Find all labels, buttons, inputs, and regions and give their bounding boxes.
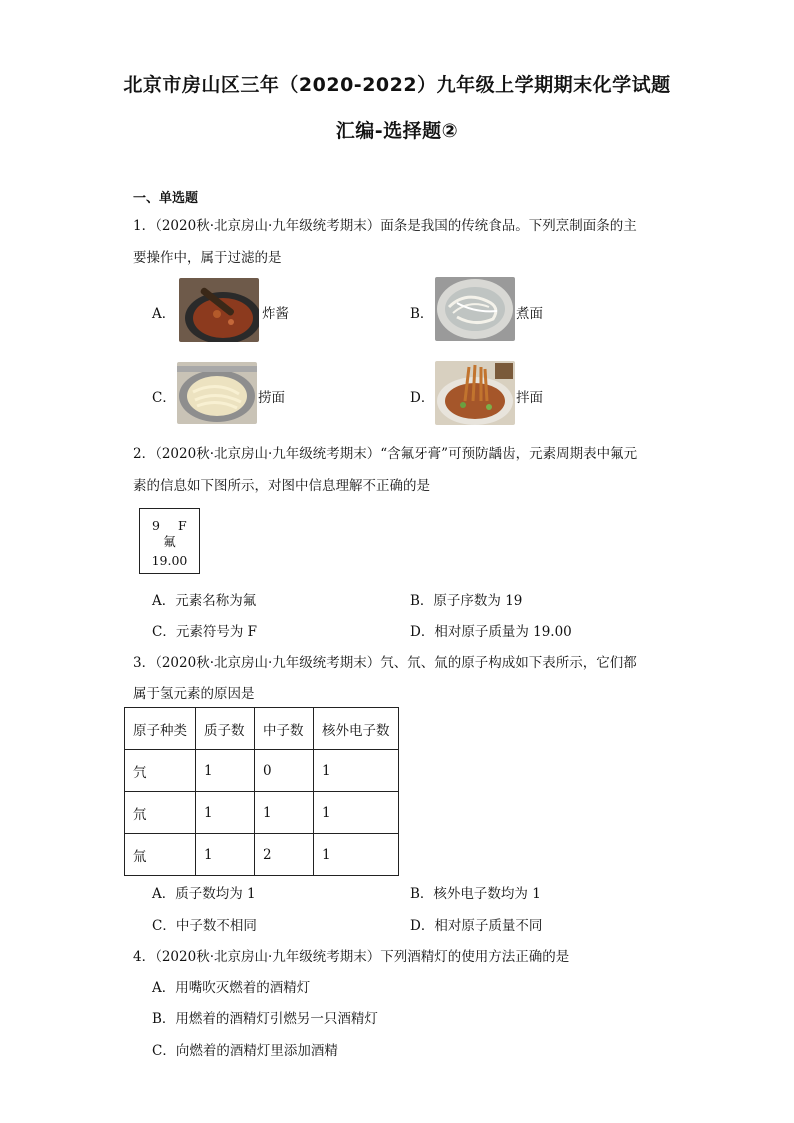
q4-option-a: A．用嘴吹灭燃着的酒精灯 xyxy=(152,980,311,996)
q2-option-a: A．元素名称为氟 xyxy=(152,593,257,609)
fluorine-element-cell xyxy=(139,508,200,574)
table-header-cell: 质子数 xyxy=(196,708,255,750)
table-cell: 2 xyxy=(255,834,314,876)
q1-option-a-text: 炸酱 xyxy=(262,306,289,322)
table-cell: 1 xyxy=(255,792,314,834)
table-header-cell: 核外电子数 xyxy=(314,708,399,750)
atomic-mass: 19.00 xyxy=(151,553,188,568)
q2-option-c: C．元素符号为 F xyxy=(152,624,257,640)
q1-option-b-text: 煮面 xyxy=(516,306,543,322)
q4-option-b: B．用燃着的酒精灯引燃另一只酒精灯 xyxy=(152,1011,378,1027)
q1-option-a-letter: A． xyxy=(152,306,176,322)
table-cell: 1 xyxy=(196,792,255,834)
element-symbol: F xyxy=(178,518,187,533)
q1-option-c-letter: C． xyxy=(152,390,176,406)
q1-option-a-image xyxy=(179,278,259,342)
document-title-line1: 北京市房山区三年（2020-2022）九年级上学期期末化学试题 xyxy=(123,74,671,96)
table-header-cell: 中子数 xyxy=(255,708,314,750)
q2-option-d: D．相对原子质量为 19.00 xyxy=(410,624,572,640)
table-cell: 氕 xyxy=(125,750,196,792)
document-title-line2: 汇编-选择题② xyxy=(335,120,459,142)
q2-stem-line2: 素的信息如下图所示，对图中信息理解不正确的是 xyxy=(133,478,430,494)
q1-option-d-letter: D． xyxy=(410,390,435,406)
q4-stem: 4．（2020秋·北京房山·九年级统考期末）下列酒精灯的使用方法正确的是 xyxy=(133,949,570,965)
table-cell: 1 xyxy=(196,750,255,792)
q2-option-b: B．原子序数为 19 xyxy=(410,593,523,609)
q4-option-c: C．向燃着的酒精灯里添加酒精 xyxy=(152,1043,338,1059)
table-cell: 氘 xyxy=(125,792,196,834)
table-cell: 1 xyxy=(314,834,399,876)
q1-option-b-image xyxy=(435,277,515,341)
q3-stem-line1: 3．（2020秋·北京房山·九年级统考期末）氕、氘、氚的原子构成如下表所示，它们都 xyxy=(133,655,637,671)
table-row xyxy=(125,834,399,876)
table-cell: 1 xyxy=(314,792,399,834)
q1-option-d-text: 拌面 xyxy=(516,390,543,406)
q3-option-a: A．质子数均为 1 xyxy=(152,886,256,902)
q1-stem-line1: 1．（2020秋·北京房山·九年级统考期末）面条是我国的传统食品。下列烹制面条的主 xyxy=(133,218,637,234)
q1-option-d-image xyxy=(435,361,515,425)
q3-stem-line2: 属于氢元素的原因是 xyxy=(133,686,255,702)
q1-stem-line2: 要操作中，属于过滤的是 xyxy=(133,250,282,266)
q1-option-c-text: 捞面 xyxy=(258,390,285,406)
table-cell: 0 xyxy=(255,750,314,792)
table-header-cell: 原子种类 xyxy=(125,708,196,750)
atomic-number: 9 xyxy=(152,518,160,533)
section-heading: 一、单选题 xyxy=(133,191,199,206)
table-row xyxy=(125,750,399,792)
q2-stem-line1: 2．（2020秋·北京房山·九年级统考期末）“含氟牙膏”可预防龋齿，元素周期表中氟元 xyxy=(133,446,638,462)
table-row xyxy=(125,792,399,834)
table-cell: 氚 xyxy=(125,834,196,876)
q1-option-b-letter: B． xyxy=(410,306,434,322)
q3-option-c: C．中子数不相同 xyxy=(152,918,257,934)
table-cell: 1 xyxy=(314,750,399,792)
q1-option-c-image xyxy=(177,362,257,424)
table-cell: 1 xyxy=(196,834,255,876)
table-header-row xyxy=(125,708,399,750)
q3-option-d: D．相对原子质量不同 xyxy=(410,918,543,934)
element-name: 氟 xyxy=(163,534,176,549)
isotope-table xyxy=(124,707,399,876)
q3-option-b: B．核外电子数均为 1 xyxy=(410,886,541,902)
